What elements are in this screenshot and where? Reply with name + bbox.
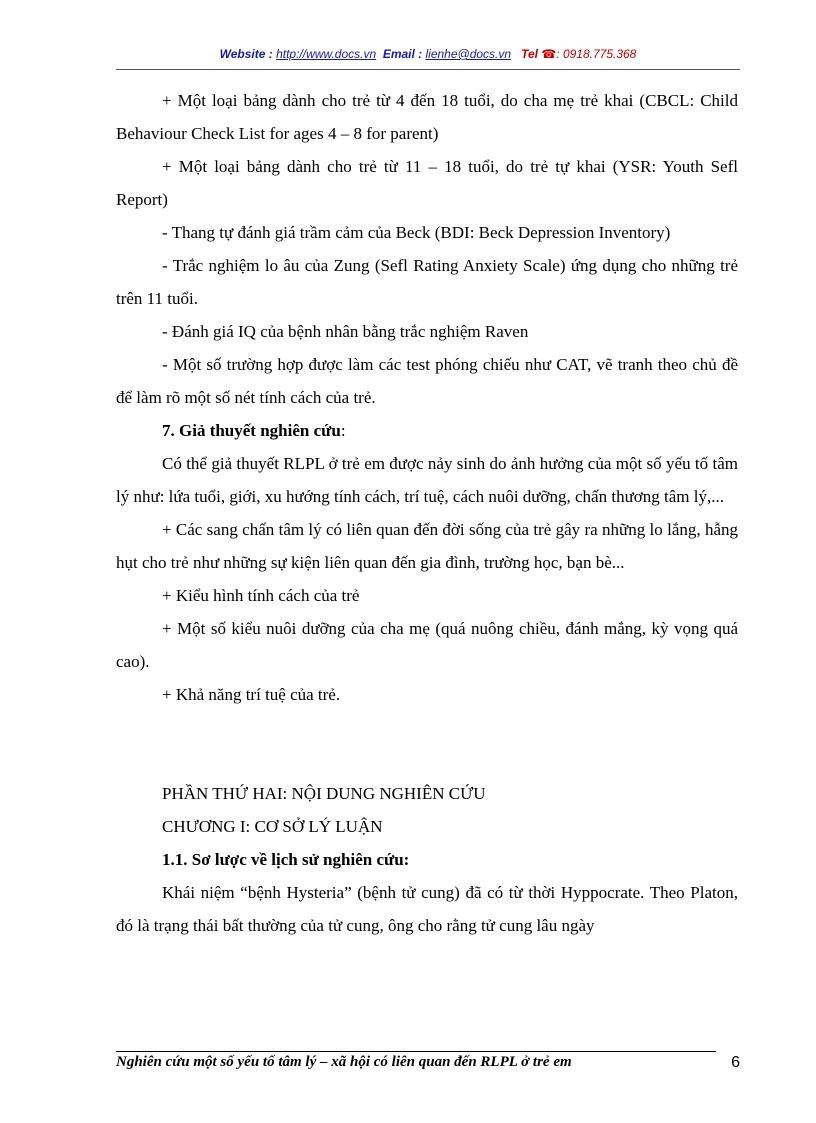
paragraph-parenting: + Một số kiểu nuôi dưỡng của cha mẹ (quá nuông chiều, đánh mắng, kỳ vọng quá cao). bbox=[116, 619, 738, 671]
section-heading-1-1 bbox=[116, 843, 738, 876]
page-header bbox=[116, 47, 740, 70]
footer-divider bbox=[116, 1051, 716, 1052]
footer-title: Nghiên cứu một số yếu tố tâm lý – xã hội có liên quan đến RLPL ở trẻ em bbox=[116, 1054, 572, 1070]
email-link[interactable]: lienhe@docs.vn bbox=[425, 47, 512, 61]
email-label: Email bbox=[382, 47, 415, 61]
document-body bbox=[116, 84, 738, 942]
page-number: 6 bbox=[731, 1054, 740, 1071]
section-heading-7-colon: : bbox=[340, 421, 346, 440]
paragraph-hysteria-history: Khái niệm “bệnh Hysteria” (bệnh tử cung) đã có từ thời Hyppocrate. Theo Platon, đó là trạng thái bất thường của tử cung, ông cho rằng tử cung lâu ngày bbox=[116, 883, 738, 935]
blank-space bbox=[116, 711, 738, 777]
section-heading-1-1-text: 1.1. Sơ lược về lịch sử nghiên cứu: bbox=[162, 850, 410, 869]
website-link[interactable]: http://www.docs.vn bbox=[276, 47, 377, 61]
paragraph-raven: - Đánh giá IQ của bệnh nhân bằng trắc nghiệm Raven bbox=[162, 322, 529, 341]
tel-label: Tel bbox=[521, 47, 542, 61]
paragraph-trauma: + Các sang chấn tâm lý có liên quan đến đời sống của trẻ gây ra những lo lắng, hẫng hụt cho trẻ như những sự kiện liên quan đến gia đình, trường học, bạn bè... bbox=[116, 520, 738, 572]
section-heading-7 bbox=[116, 414, 738, 447]
website-label: Website : bbox=[219, 47, 277, 61]
tel-number: : 0918.775.368 bbox=[556, 47, 637, 61]
paragraph-cbcl: + Một loại bảng dành cho trẻ từ 4 đến 18 tuổi, do cha mẹ trẻ khai (CBCL: Child Behaviour Check List for ages 4 – 8 for parent) bbox=[116, 91, 738, 143]
phone-icon: ☎ bbox=[541, 47, 557, 61]
section-heading-7-text: 7. Giả thuyết nghiên cứu bbox=[162, 421, 341, 440]
paragraph-personality: + Kiểu hình tính cách của trẻ bbox=[162, 586, 360, 605]
paragraph-intellect: + Khả năng trí tuệ của trẻ. bbox=[162, 685, 341, 704]
page-footer bbox=[116, 1054, 740, 1078]
paragraph-ysr: + Một loại bảng dành cho trẻ từ 11 – 18 tuổi, do trẻ tự khai (YSR: Youth Sefl Report) bbox=[116, 157, 738, 209]
paragraph-zung: - Trắc nghiệm lo âu của Zung (Sefl Rating Anxiety Scale) ứng dụng cho những trẻ trên 11 tuổi. bbox=[116, 256, 738, 308]
email-separator: : bbox=[414, 47, 426, 61]
paragraph-projective-tests: - Một số trường hợp được làm các test phóng chiếu như CAT, vẽ tranh theo chủ đề để làm rõ một số nét tính cách của trẻ. bbox=[116, 355, 738, 407]
paragraph-bdi: - Thang tự đánh giá trầm cảm của Beck (BDI: Beck Depression Inventory) bbox=[162, 223, 671, 242]
part-two-title: PHẦN THỨ HAI: NỘI DUNG NGHIÊN CỨU bbox=[162, 784, 486, 803]
chapter-one-title: CHƯƠNG I: CƠ SỞ LÝ LUẬN bbox=[162, 817, 383, 836]
paragraph-hypothesis: Có thể giả thuyết RLPL ở trẻ em được nảy sinh do ảnh hưởng của một số yếu tố tâm lý như: lứa tuổi, giới, xu hướng tính cách, trí tuệ, cách nuôi dưỡng, chấn thương tâm lý,... bbox=[116, 454, 738, 506]
